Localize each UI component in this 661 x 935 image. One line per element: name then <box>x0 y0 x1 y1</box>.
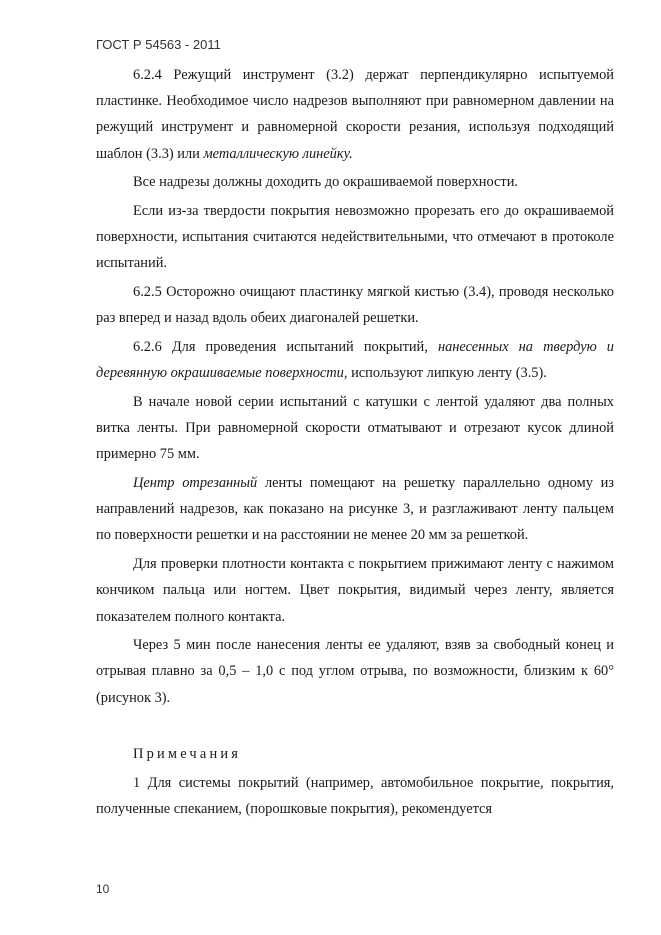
paragraph-text: используют липкую ленту (3.5). <box>347 365 547 382</box>
italic-term: Центр отрезанный <box>133 475 258 492</box>
paragraph-6-2-4 <box>96 62 614 167</box>
paragraph: В начале новой серии испытаний с катушки с лентой удаляют два полных витка ленты. При равномерной скорости отматывают и отрезают кусок длиной примерно 75 мм. <box>96 393 614 463</box>
page-number: 10 <box>96 882 110 896</box>
paragraph: Если из-за твердости покрытия невозможно прорезать его до окрашиваемой поверхности, испытания считаются недействительными, что отмечают в протоколе испытаний. <box>96 203 614 272</box>
document-header: ГОСТ Р 54563 - 2011 <box>96 37 221 52</box>
paragraph: Для проверки плотности контакта с покрытием прижимают ленту с нажимом кончиком пальца или ногтем. Цвет покрытия, видимый через ленту, является показателем полного контакта. <box>96 556 614 625</box>
italic-term: металлическую линейку. <box>203 145 353 162</box>
paragraph: Все надрезы должны доходить до окрашиваемой поверхности. <box>133 174 519 191</box>
paragraph-6-2-5: 6.2.5 Осторожно очищают пластинку мягкой кистью (3.4), проводя несколько раз вперед и назад вдоль обеих диагоналей решетки. <box>96 284 614 327</box>
note-1: 1 Для системы покрытий (например, автомобильное покрытие, покрытия, полученные спеканием, (порошковые покрытия), рекомендуется <box>96 774 614 817</box>
notes-heading: Примечания <box>133 745 242 762</box>
paragraph-text: 6.2.6 Для проведения испытаний покрытий, <box>133 339 438 356</box>
paragraph-text: 6.2.4 Режущий инструмент (3.2) держат перпендикулярно испытуемой пластинке. Необходимое число надрезов выполняют при равномерном давлении на режущий инструмент и равномерной скорости резания, используя подходящий шаблон (3.3) или <box>96 67 614 162</box>
document-body <box>96 62 614 822</box>
paragraph-text: ленты помещают на решетку параллельно одному из направлений надрезов, как показано на рисунке 3, и разглаживают ленту пальцем по поверхности решетки и на расстоянии не менее 20 мм за решеткой. <box>96 475 614 544</box>
italic-term: нанесенных на твердую и деревянную окрашиваемые поверхности, <box>96 339 614 382</box>
paragraph: Через 5 мин после нанесения ленты ее удаляют, взяв за свободный конец и отрывая плавно за 0,5 – 1,0 с под углом отрыва, по возможности, близким к 60° (рисунок 3). <box>96 637 614 706</box>
paragraph <box>96 470 614 549</box>
paragraph-6-2-6 <box>96 334 614 386</box>
